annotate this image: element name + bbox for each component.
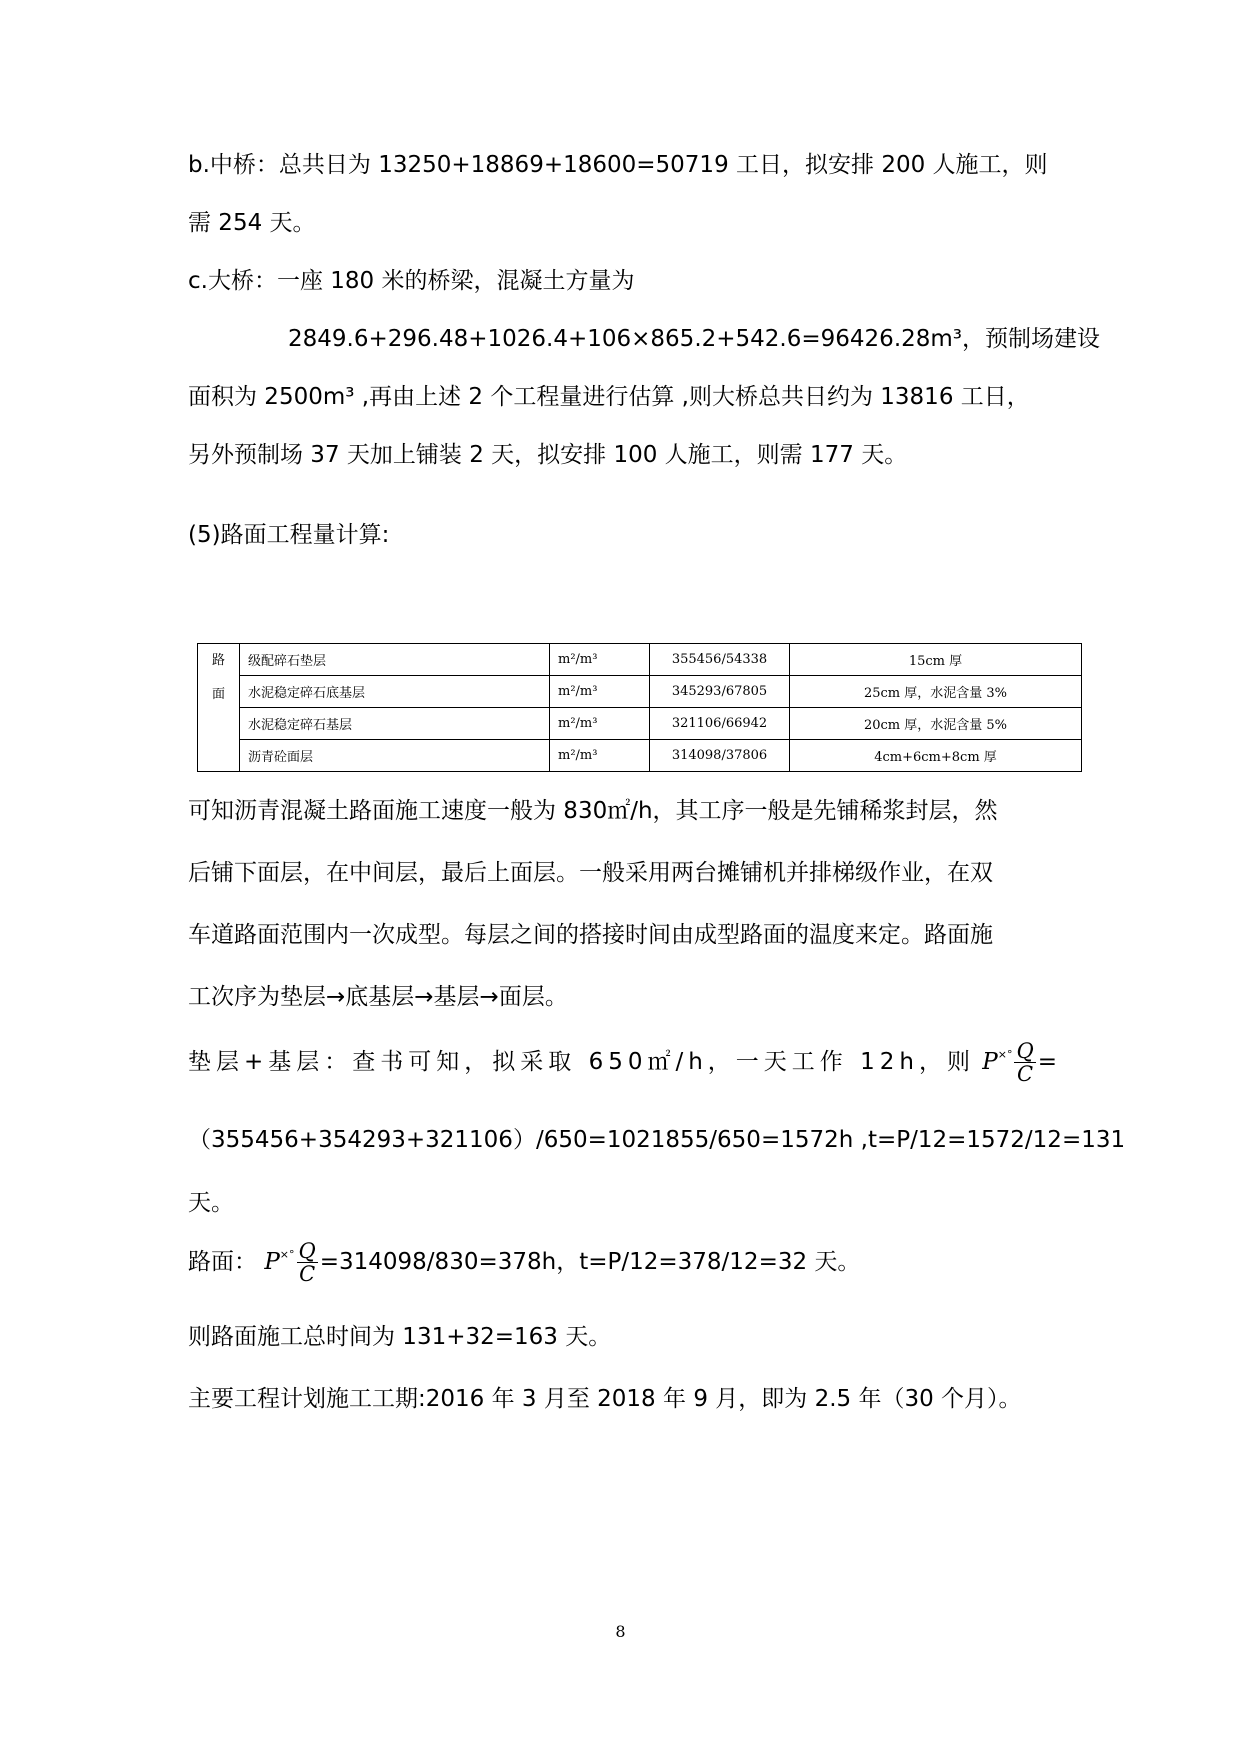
unit-cell: m²/m³ (550, 676, 650, 708)
unit-cell: m²/m³ (550, 708, 650, 740)
formula-fraction (1014, 1040, 1035, 1085)
para-b-line-2: 需 254 天。 (188, 210, 316, 236)
unit-cell: m²/m³ (550, 740, 650, 772)
para-paving-line-4: 工次序为垫层→底基层→基层→面层。 (188, 984, 568, 1010)
category-char: 路 (211, 653, 225, 668)
formula-p: P (264, 1249, 280, 1275)
formula-dots: ×° (279, 1248, 295, 1261)
spec-cell: 15cm 厚 (790, 644, 1082, 676)
unit-cell: m²/m³ (550, 644, 650, 676)
schedule-line: 主要工程计划施工工期:2016 年 3 月至 2018 年 9 月，即为 2.5 年（30 个月）。 (188, 1386, 1022, 1412)
formula-numerator: Q (1016, 1039, 1034, 1063)
layer-cell: 级配碎石垫层 (240, 644, 550, 676)
para-c-line-2: 2849.6+296.48+1026.4+106×865.2+542.6=96426.28m³，预制场建设 (288, 326, 1101, 352)
para-c-line-4: 另外预制场 37 天加上铺装 2 天，拟安排 100 人施工，则需 177 天。 (188, 442, 908, 468)
para-surface-line (188, 1240, 860, 1285)
spec-cell: 25cm 厚，水泥含量 3% (790, 676, 1082, 708)
para-base-line-3: 天。 (188, 1190, 234, 1216)
road-quantity-table (197, 643, 1082, 772)
qty-cell: 345293/67805 (650, 676, 790, 708)
qty-cell: 355456/54338 (650, 644, 790, 676)
layer-cell: 沥青砼面层 (240, 740, 550, 772)
formula-denominator: C (299, 1262, 316, 1286)
para-surface-rest: =314098/830=378h，t=P/12=378/12=32 天。 (319, 1249, 861, 1275)
para-c-line-3: 面积为 2500m³ ,再由上述 2 个工程量进行估算 ,则大桥总共日约为 13816 工日， (188, 384, 1030, 410)
para-paving-line-3: 车道路面范围内一次成型。每层之间的搭接时间由成型路面的温度来定。路面施 (188, 922, 993, 948)
para-base-line-2: （355456+354293+321106）/650=1021855/650=1572h ,t=P/12=1572/12=131 (188, 1127, 1126, 1153)
qty-cell: 314098/37806 (650, 740, 790, 772)
spec-cell: 20cm 厚，水泥含量 5% (790, 708, 1082, 740)
para-b-line-1: b.中桥：总共日为 13250+18869+18600=50719 工日，拟安排 200 人施工，则 (188, 152, 1048, 178)
para-c-line-1: c.大桥：一座 180 米的桥梁，混凝土方量为 (188, 268, 635, 294)
formula-p: P (982, 1049, 998, 1075)
formula-equals: = (1037, 1049, 1057, 1075)
para-base-text: 垫层+基层：查书可知，拟采取 650㎡/h，一天工作 12h，则 (188, 1049, 975, 1075)
formula-denominator: C (1017, 1062, 1034, 1086)
formula-numerator: Q (298, 1239, 316, 1263)
category-cell (198, 644, 240, 772)
para-paving-line-2: 后铺下面层，在中间层，最后上面层。一般采用两台摊铺机并排梯级作业，在双 (188, 860, 993, 886)
total-time-line: 则路面施工总时间为 131+32=163 天。 (188, 1324, 612, 1350)
formula-fraction (297, 1240, 318, 1285)
para-surface-label: 路面： (188, 1249, 257, 1275)
table-row (198, 644, 1082, 676)
table-row (198, 740, 1082, 772)
table-row (198, 676, 1082, 708)
qty-cell: 321106/66942 (650, 708, 790, 740)
page-number: 8 (615, 1622, 626, 1641)
table-row (198, 708, 1082, 740)
layer-cell: 水泥稳定碎石基层 (240, 708, 550, 740)
formula-dots: ×° (997, 1048, 1013, 1061)
layer-cell: 水泥稳定碎石底基层 (240, 676, 550, 708)
spec-cell: 4cm+6cm+8cm 厚 (790, 740, 1082, 772)
para-paving-line-1: 可知沥青混凝土路面施工速度一般为 830㎡/h，其工序一般是先铺稀浆封层，然 (188, 798, 998, 824)
para-base-line-1 (188, 1040, 1057, 1085)
section-5-title: (5)路面工程量计算: (188, 522, 390, 548)
category-char: 面 (211, 687, 225, 702)
